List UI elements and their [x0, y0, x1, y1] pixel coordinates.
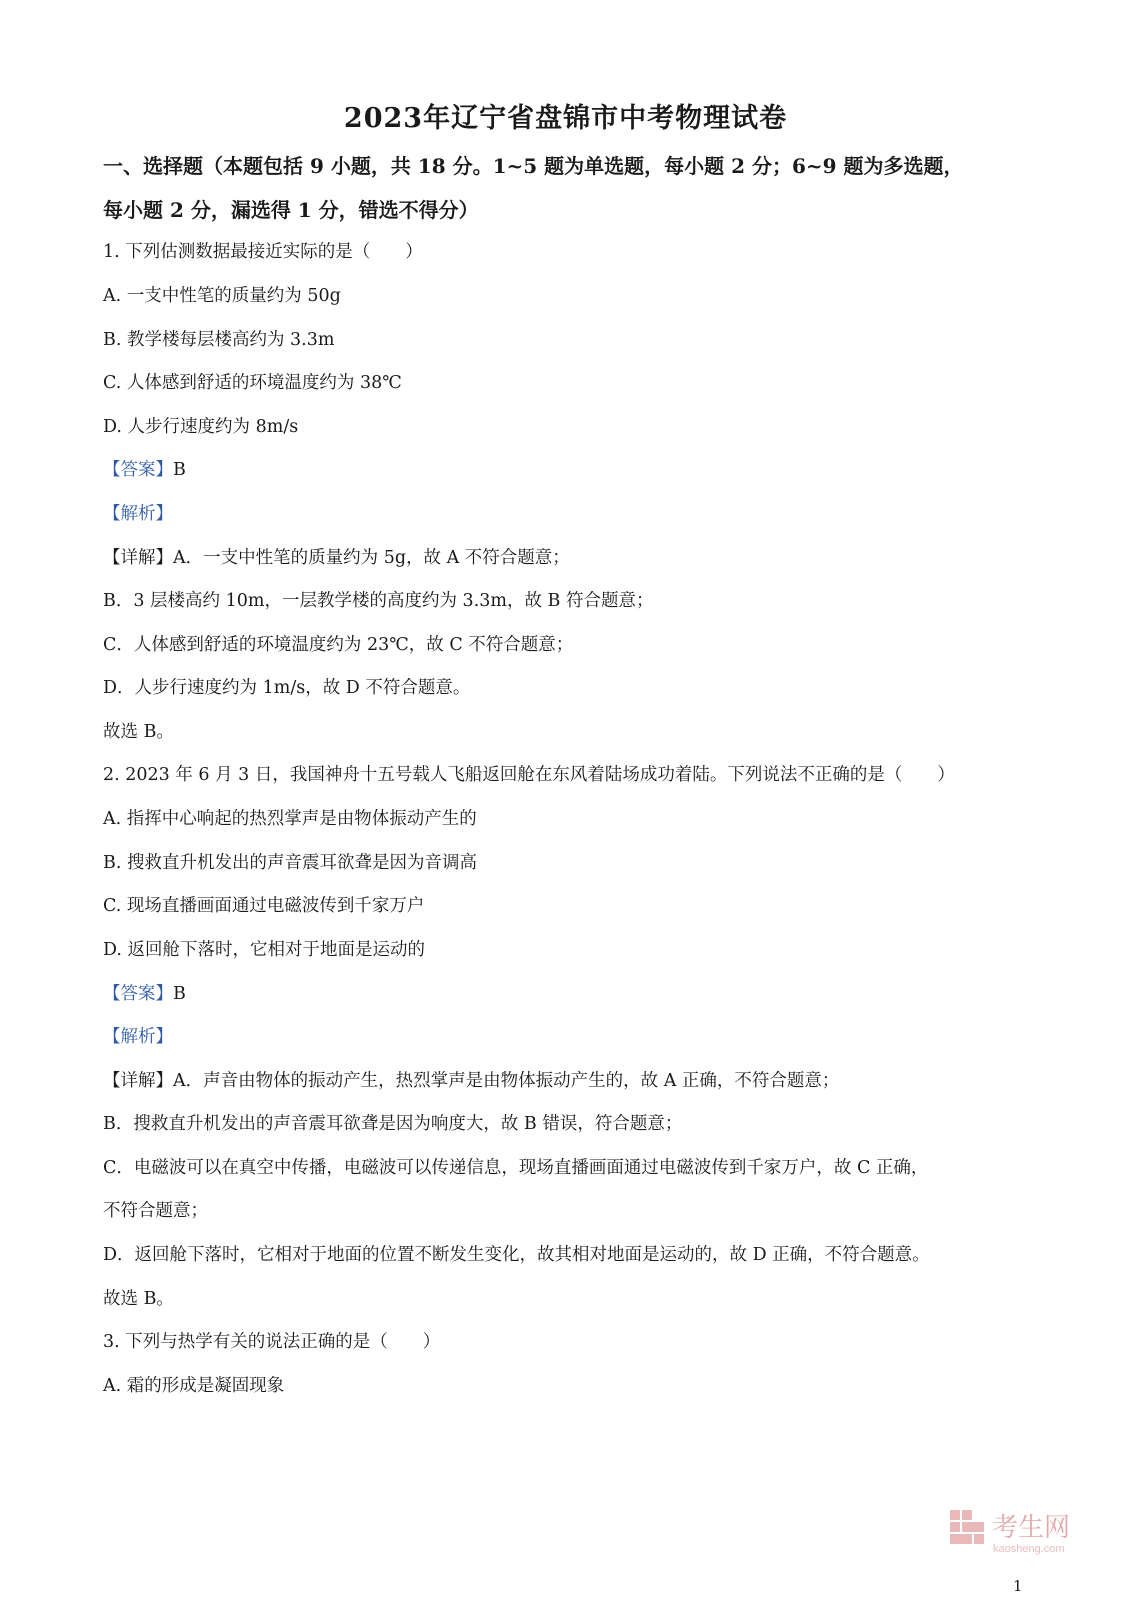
q3-stem: 3. 下列与热学有关的说法正确的是（ ） [103, 1332, 441, 1352]
q1-detail-c: C．人体感到舒适的环境温度约为 23℃，故 C 不符合题意； [103, 635, 574, 655]
q2-detail-c-2: 不符合题意； [103, 1201, 208, 1221]
q2-option-a: A. 指挥中心响起的热烈掌声是由物体振动产生的 [103, 809, 477, 829]
kaosheng-watermark-logo [948, 1506, 1098, 1556]
q2-answer [103, 982, 186, 1006]
page-title: 2023年辽宁省盘锦市中考物理试卷 [343, 103, 788, 134]
answer-label: 【答案】 [103, 460, 173, 480]
q1-conclusion: 故选 B。 [103, 722, 174, 742]
detail-label: 【详解】 [103, 548, 173, 568]
detail-text: A．声音由物体的振动产生，热烈掌声是由物体振动产生的，故 A 正确，不符合题意； [173, 1071, 840, 1091]
q2-option-b: B. 搜救直升机发出的声音震耳欲聋是因为音调高 [103, 853, 477, 873]
q1-analysis-label: 【解析】 [103, 504, 173, 524]
q1-answer [103, 458, 186, 482]
answer-label: 【答案】 [103, 984, 173, 1004]
q2-option-d: D. 返回舱下落时，它相对于地面是运动的 [103, 940, 426, 960]
answer-value: B [173, 984, 186, 1004]
q2-stem: 2. 2023 年 6 月 3 日，我国神舟十五号载人飞船返回舱在东风着陆场成功着陆。下列说法不正确的是（ ） [103, 765, 955, 785]
q1-option-a: A. 一支中性笔的质量约为 50g [103, 286, 341, 306]
q1-detail-d: D．人步行速度约为 1m/s，故 D 不符合题意。 [103, 678, 471, 698]
answer-value: B [173, 460, 186, 480]
watermark-cn: 考生网 [992, 1512, 1071, 1542]
q1-detail-b: B．3 层楼高约 10m，一层教学楼的高度约为 3.3m，故 B 符合题意； [103, 591, 654, 611]
q1-detail-a [103, 546, 570, 570]
q1-option-d: D. 人步行速度约为 8m/s [103, 417, 299, 437]
watermark-en: kaosheng.com [993, 1543, 1065, 1555]
q2-detail-b: B．搜救直升机发出的声音震耳欲聋是因为响度大，故 B 错误，符合题意； [103, 1114, 683, 1134]
q2-conclusion: 故选 B。 [103, 1289, 174, 1309]
page-number: 1 [1013, 1577, 1023, 1595]
detail-text: A．一支中性笔的质量约为 5g，故 A 不符合题意； [173, 548, 570, 568]
section-heading-line-1: 一、选择题（本题包括 9 小题，共 18 分。1~5 题为单选题，每小题 2 分；6~9 题为多选题， [103, 154, 964, 178]
q1-option-b: B. 教学楼每层楼高约为 3.3m [103, 330, 335, 350]
detail-label: 【详解】 [103, 1071, 173, 1091]
section-heading-line-2: 每小题 2 分，漏选得 1 分，错选不得分） [103, 198, 479, 222]
q2-option-c: C. 现场直播画面通过电磁波传到千家万户 [103, 896, 425, 916]
q2-detail-a [103, 1069, 839, 1093]
q2-detail-c-1: C．电磁波可以在真空中传播，电磁波可以传递信息，现场直播画面通过电磁波传到千家万户，故 C 正确， [103, 1158, 929, 1178]
q2-analysis-label: 【解析】 [103, 1027, 173, 1047]
q2-detail-d: D．返回舱下落时，它相对于地面的位置不断发生变化，故其相对地面是运动的，故 D 正确，不符合题意。 [103, 1245, 930, 1265]
q1-option-c: C. 人体感到舒适的环境温度约为 38℃ [103, 373, 402, 393]
q3-option-a: A. 霜的形成是凝固现象 [103, 1376, 285, 1396]
q1-stem: 1. 下列估测数据最接近实际的是（ ） [103, 242, 423, 262]
